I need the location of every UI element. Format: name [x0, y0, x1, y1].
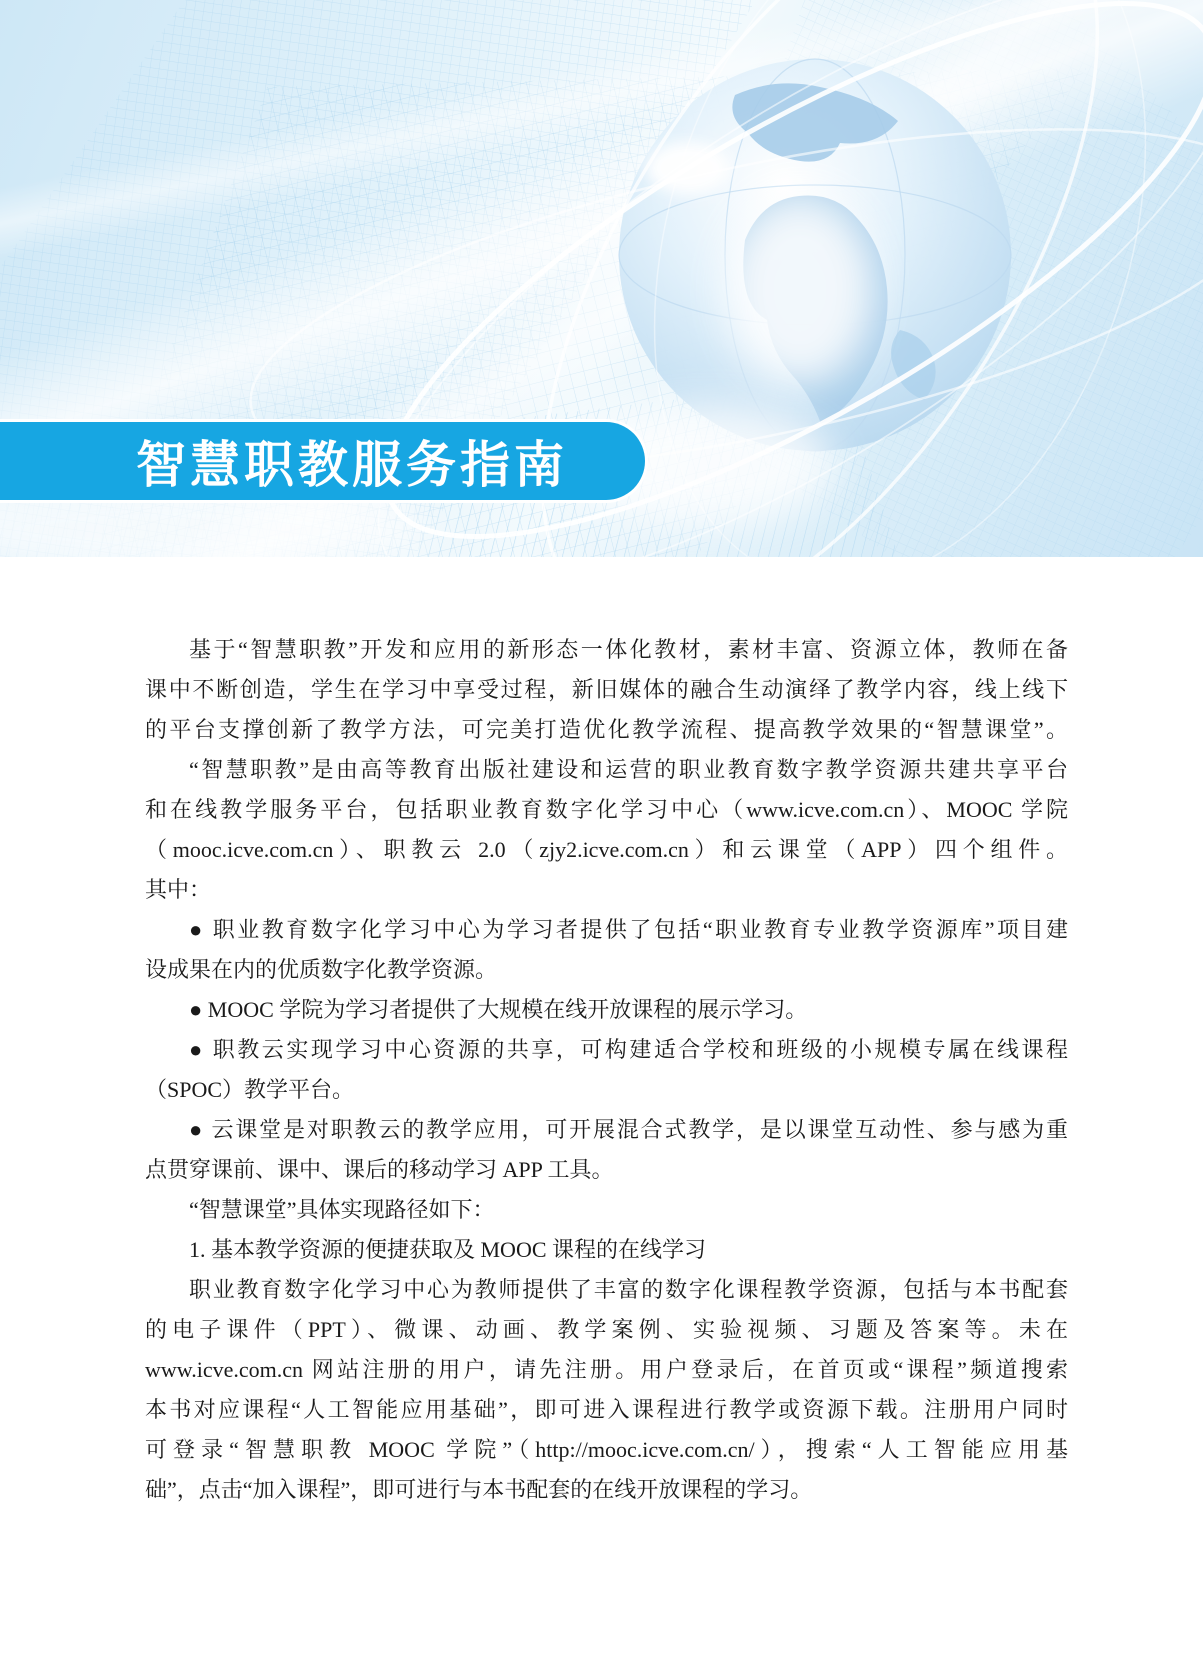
header-artwork	[0, 0, 1203, 557]
text-line: 和在线教学服务平台，包括职业教育数字化学习中心（www.icve.com.cn）、MOOC 学院	[145, 797, 1068, 822]
text-line: （SPOC）教学平台。	[145, 1077, 355, 1102]
text-line: 的电子课件（PPT）、微课、动画、教学案例、实验视频、习题及答案等。未在	[145, 1317, 1068, 1342]
text-line: 课中不断创造，学生在学习中享受过程，新旧媒体的融合生动演绎了教学内容，线上线下	[145, 677, 1068, 702]
text-line: www.icve.com.cn 网站注册的用户，请先注册。用户登录后，在首页或“课程”频道搜索	[145, 1357, 1068, 1382]
text-line: 可登录“智慧职教 MOOC 学院”（http://mooc.icve.com.cn/），搜索“人工智能应用基	[145, 1437, 1068, 1462]
text-line: 设成果在内的优质数字化教学资源。	[145, 957, 498, 982]
text-line: ● MOOC 学院为学习者提供了大规模在线开放课程的展示学习。	[189, 997, 808, 1022]
text-line: ● 云课堂是对职教云的教学应用，可开展混合式教学，是以课堂互动性、参与感为重	[189, 1117, 1068, 1142]
page-title: 智慧职教服务指南	[136, 437, 568, 493]
text-line: ● 职教云实现学习中心资源的共享，可构建适合学校和班级的小规模专属在线课程	[189, 1037, 1068, 1062]
title-banner	[0, 419, 648, 503]
text-line: “智慧职教”是由高等教育出版社建设和运营的职业教育数字教学资源共建共享平台	[189, 757, 1068, 782]
text-line: 点贯穿课前、课中、课后的移动学习 APP 工具。	[145, 1157, 614, 1182]
text-line: 其中：	[145, 877, 212, 902]
text-line: “智慧课堂”具体实现路径如下：	[189, 1197, 495, 1222]
text-line: 职业教育数字化学习中心为教师提供了丰富的数字化课程教学资源，包括与本书配套	[189, 1277, 1068, 1302]
text-line: 基于“智慧职教”开发和应用的新形态一体化教材，素材丰富、资源立体，教师在备	[189, 637, 1068, 662]
text-line: 本书对应课程“人工智能应用基础”，即可进入课程进行教学或资源下载。注册用户同时	[145, 1397, 1068, 1422]
text-line: （mooc.icve.com.cn）、职教云 2.0（zjy2.icve.com.cn）和云课堂（APP）四个组件。	[145, 837, 1068, 862]
text-line: 础”，点击“加入课程”，即可进行与本书配套的在线开放课程的学习。	[145, 1477, 813, 1502]
body-text	[145, 630, 1068, 1510]
text-line: ● 职业教育数字化学习中心为学习者提供了包括“职业教育专业教学资源库”项目建	[189, 917, 1068, 942]
text-line: 1. 基本教学资源的便捷获取及 MOOC 课程的在线学习	[189, 1237, 707, 1262]
text-line: 的平台支撑创新了教学方法，可完美打造优化教学流程、提高教学效果的“智慧课堂”。	[145, 717, 1068, 742]
